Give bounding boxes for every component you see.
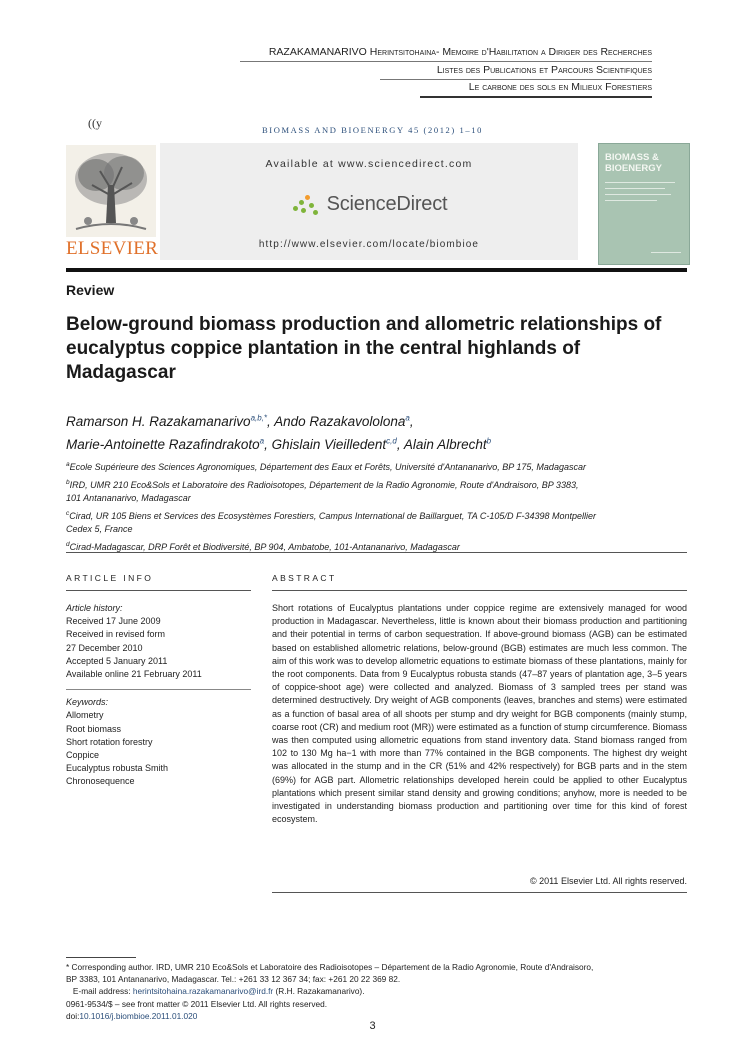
history-item: Received 17 June 2009 [66,616,161,627]
cover-title: BIOMASS & BIOENERGY [605,152,663,174]
author: Marie-Antoinette Razafindrakoto$^a$, [66,436,272,452]
sciencedirect-dots-icon [291,194,319,216]
article-info [66,602,251,789]
abstract-text: Short rotations of Eucalyptus plantations under coppice regime are extensively managed for wood production in Madagascar. Nevertheless, little is known about their biomass production and partitioning and their potential in terms of carbon sequestration. If above-ground biomass (AGB) can be estimated based on established allometric relations, below-ground (BGB) estimates are much less common. The aim of this work was to develop allometric equations to estimate biomass of these plantations, mainly for the root components. Data from 9 Eucalyptus robusta stands (47–87 years of plantation age, 3–5 years of coppice-shoot age) were collected and analyzed. Biomass of 3 sampled trees per stand was determined destructively. Dry weight of AGB components (leaves, branches and stems) were estimated as a function of basal area of all shoots per stump and dry weight for BGB components (mainly stump, coarse root (CR) and medium root (MR)) were estimated as a function of stump circumference. Biomass was then computed using allometric equations from stand inventory data. Stand biomass ranged from 102 to 130 Mg ha−1 with more than 77% contained in the BGB components. The highest dry weight was allocated in the stump and in the CR (51% and 42% respectively) for BGB parts and in the stem (69%) for AGB part. Allometric relationships developed herein could be applied to other Eucalyptus plantations which present similar stand density and growing conditions; anyhow, more is needed to be investigated in understanding biomass production and partitioning over time for this kind of forest ecosystem. [272,603,687,825]
article-info-heading: ARTICLE INFO [66,573,154,583]
keyword: Root biomass [66,723,122,734]
keyword: Eucalyptus robusta Smith [66,763,169,774]
history-item: Accepted 5 January 2011 [66,655,168,666]
issn-line: 0961-9534/$ – see front matter © 2011 Elsevier Ltd. All rights reserved. [66,998,327,1009]
running-header-rule-2 [380,79,652,80]
keywords-label: Keywords: [66,697,109,708]
footnote-rule [66,957,136,958]
keyword: Allometry [66,710,104,721]
author-list [66,408,691,455]
available-text: Available at www.sciencedirect.com [265,158,473,170]
corresponding-author-contact: BP 3383, 101 Antananarivo, Madagascar. Tel.: +261 33 12 367 34; fax: +261 20 22 369 82. [66,974,401,985]
author: Ramarson H. Razakamanarivo$^{a,b,*}$, [66,413,275,429]
running-header-line-3: Le carbone des sols en Milieux Forestiers [468,81,652,93]
history-label: Article history: [66,603,123,613]
keyword: Short rotation forestry [66,736,153,747]
affiliation: $^b$IRD, UMR 210 Eco&Sols et Laboratoire des Radioisotopes, Département de la Radio Agronomie, Route d'Andraisoro, BP 3383, 101 Antananarivo, Madagascar [66,479,579,503]
history-item: Available online 21 February 2011 [66,669,202,680]
history-item: 27 December 2010 [66,642,143,653]
history-item: Received in revised form [66,629,166,640]
affiliation: $^a$Ecole Supérieure des Sciences Agronomiques, Département des Eaux et Forêts, Université d'Antananarivo, BP 175, Madagascar [66,461,586,472]
journal-url: http://www.elsevier.com/locate/biombioe [258,239,480,250]
affiliations [66,458,666,556]
affiliation: $^c$Cirad, UR 105 Biens et Services des Ecosystèmes Forestiers, Campus International de Baillarguet, TA C-105/D F-34398 Montpellier Cedex 5, France [66,510,596,534]
sciencedirect-banner [160,143,578,260]
article-title: Below-ground biomass production and allometric relationships of eucalyptus coppice plantation in the central highlands of Madagascar [66,314,662,383]
copyright-notice: © 2011 Elsevier Ltd. All rights reserved. [529,876,687,886]
abstract-bottom-rule [272,892,687,893]
corresponding-author-note: * Corresponding author. IRD, UMR 210 Eco&Sols et Laboratoire des Radioisotopes – Département de la Radio Agronomie, Route d'Andraisoro, [66,962,594,972]
affiliation: $^d$Cirad-Madagascar, DRP Forêt et Biodiversité, BP 904, Ambatobe, 101-Antananarivo, Madagascar [66,541,460,552]
article-type: Review [66,282,115,298]
running-header-line-2: Listes des Publications et Parcours Scientifiques [436,64,652,76]
running-header-line-1: RAZAKAMANARIVO Herintsitohaina- Memoire d'Habilitation a Diriger des Recherches [268,46,652,58]
sciencedirect-wordmark: ScienceDirect [326,193,448,215]
author: Ando Razakavololona$^a$, [274,413,414,429]
keywords-rule [66,689,251,690]
abstract-rule [272,590,687,591]
section-rule [66,552,687,553]
journal-reference: BIOMASS AND BIOENERGY 45 (2012) 1–10 [262,125,483,135]
running-header-rule-3 [420,96,652,98]
abstract-heading: ABSTRACT [272,573,337,583]
running-header-rule-1 [240,61,652,62]
keyword: Coppice [66,750,100,761]
elsevier-logo-text: ELSEVIER [66,238,159,259]
sciencedirect-logo [160,193,578,216]
journal-cover [598,143,690,265]
doi-link[interactable]: 10.1016/j.biombioe.2011.01.020 [79,1010,198,1021]
footnotes [66,961,691,1022]
doi-line: doi:10.1016/j.biombioe.2011.01.020 [66,1010,198,1021]
email-line: E-mail address: herintsitohaina.razakamanarivo@ird.fr (R.H. Razakamanarivo). [72,986,365,997]
keyword: Chronosequence [66,776,135,787]
author: Ghislain Vieilledent$^{c,d}$, [271,436,404,452]
article-info-rule [66,590,251,591]
author: Alain Albrecht$^b$ [403,436,492,452]
email-link[interactable]: herintsitohaina.razakamanarivo@ird.fr [132,986,274,997]
header-rule [66,268,687,272]
cc-mark: ((y [88,116,102,130]
page-number: 3 [369,1020,376,1032]
